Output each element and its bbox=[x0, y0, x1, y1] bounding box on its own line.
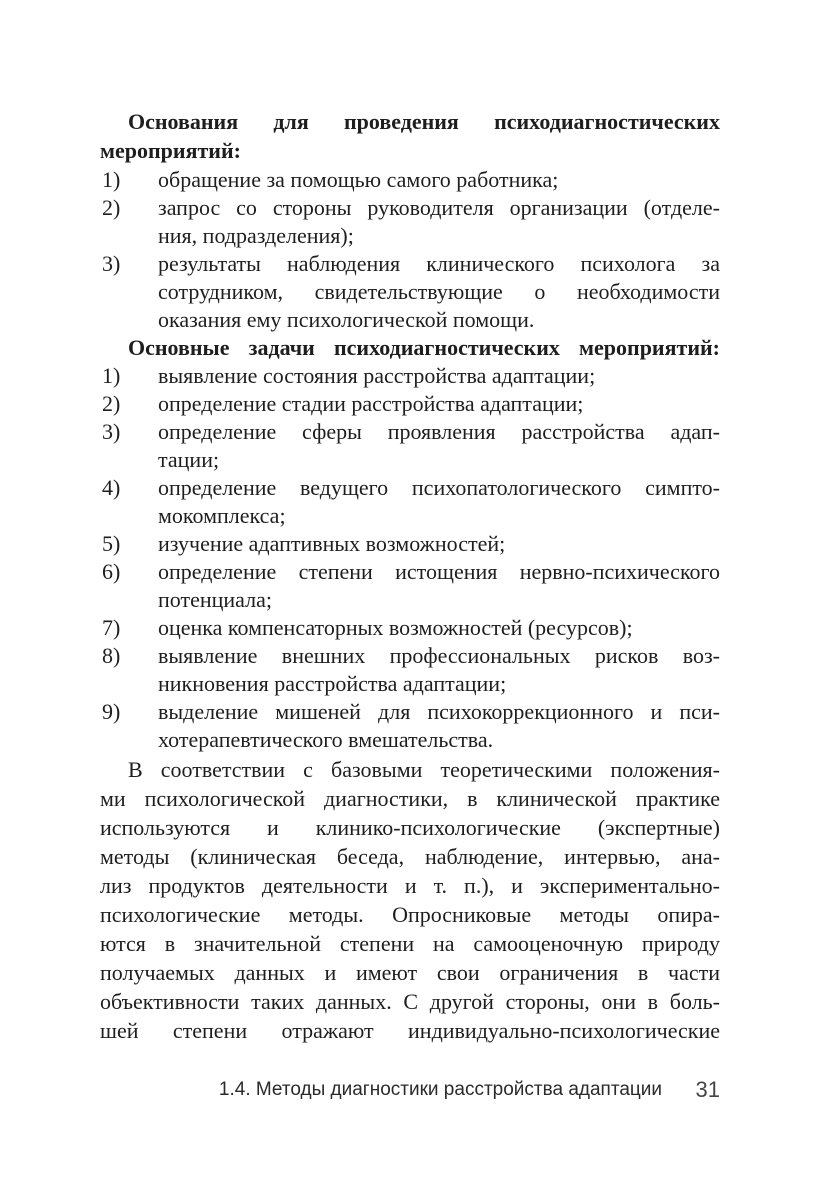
item-text: ния, подразделения); bbox=[158, 223, 354, 248]
item-text: определение сферы проявления расстройства адап- bbox=[158, 419, 720, 444]
item-number: 7) bbox=[102, 615, 121, 640]
paragraph-line: ются в значительной степени на самооценочную природу bbox=[100, 931, 720, 956]
paragraph-line: объективности таких данных. С другой стороны, они в боль- bbox=[100, 989, 720, 1014]
item-text: выявление состояния расстройства адаптации; bbox=[158, 363, 596, 388]
heading-tasks: Основные задачи психодиагностических мероприятий: bbox=[128, 335, 720, 360]
item-number: 3) bbox=[102, 419, 121, 444]
item-number: 1) bbox=[102, 363, 121, 388]
item-number: 8) bbox=[102, 643, 121, 668]
paragraph-line: методы (клиническая беседа, наблюдение, интервью, ана- bbox=[100, 844, 720, 869]
item-text: определение ведущего психопатологического симпто- bbox=[158, 475, 720, 500]
paragraph-line: шей степени отражают индивидуально-психологические bbox=[100, 1018, 720, 1043]
item-number: 1) bbox=[102, 167, 121, 192]
item-number: 5) bbox=[102, 531, 121, 556]
list-item bbox=[100, 166, 720, 194]
paragraph-line: лиз продуктов деятельности и т. п.), и экспериментально- bbox=[100, 873, 720, 898]
list-item-cont bbox=[100, 278, 720, 306]
item-text: изучение адаптивных возможностей; bbox=[158, 531, 506, 556]
list-item-cont bbox=[100, 502, 720, 530]
page-footer bbox=[100, 1077, 720, 1105]
item-text: тации; bbox=[158, 447, 220, 472]
list-item bbox=[100, 530, 720, 558]
paragraph-line: получаемых данных и имеют свои ограничения в части bbox=[100, 960, 720, 985]
list-item bbox=[100, 698, 720, 726]
list-item bbox=[100, 614, 720, 642]
list-item bbox=[100, 474, 720, 502]
list-item bbox=[100, 362, 720, 390]
item-text: потенциала; bbox=[158, 587, 272, 612]
running-head: 1.4. Методы диагностики расстройства адаптации bbox=[218, 1079, 662, 1100]
list-item bbox=[100, 418, 720, 446]
paragraph-line: ми психологической диагностики, в клинической практике bbox=[100, 786, 720, 811]
item-number: 2) bbox=[102, 195, 121, 220]
list-item-cont bbox=[100, 306, 720, 334]
list-item-cont bbox=[100, 446, 720, 474]
item-text: результаты наблюдения клинического психолога за bbox=[158, 251, 720, 276]
item-text: определение степени истощения нервно-психического bbox=[158, 559, 720, 584]
item-text: мокомплекса; bbox=[158, 503, 286, 528]
list-item-cont bbox=[100, 670, 720, 698]
item-text: оценка компенсаторных возможностей (ресурсов); bbox=[158, 615, 633, 640]
page-number: 31 bbox=[695, 1077, 720, 1102]
item-number: 9) bbox=[102, 699, 121, 724]
heading-grounds-cont: мероприятий: bbox=[100, 138, 241, 163]
list-item-cont bbox=[100, 586, 720, 614]
paragraph-line: используются и клинико-психологические (экспертные) bbox=[100, 815, 720, 840]
list-item-cont bbox=[100, 222, 720, 250]
item-text: выявление внешних профессиональных рисков воз- bbox=[158, 643, 720, 668]
list-item bbox=[100, 194, 720, 222]
list-item bbox=[100, 250, 720, 278]
list-item bbox=[100, 558, 720, 586]
list-item-cont bbox=[100, 726, 720, 754]
list-item bbox=[100, 390, 720, 418]
item-text: определение стадии расстройства адаптации; bbox=[158, 391, 584, 416]
item-text: запрос со стороны руководителя организации (отделе- bbox=[158, 195, 720, 220]
item-text: хотерапевтического вмешательства. bbox=[158, 727, 494, 752]
item-text: выделение мишеней для психокоррекционного и пси- bbox=[158, 699, 720, 724]
item-text: обращение за помощью самого работника; bbox=[158, 167, 559, 192]
list-item bbox=[100, 642, 720, 670]
item-number: 6) bbox=[102, 559, 121, 584]
item-text: сотрудником, свидетельствующие о необходимости bbox=[158, 279, 720, 304]
item-number: 2) bbox=[102, 391, 121, 416]
paragraph-line: В соответствии с базовыми теоретическими положения- bbox=[128, 757, 720, 782]
item-text: никновения расстройства адаптации; bbox=[158, 671, 507, 696]
paragraph-line: психологические методы. Опросниковые методы опира- bbox=[100, 902, 720, 927]
item-number: 4) bbox=[102, 475, 121, 500]
item-number: 3) bbox=[102, 251, 121, 276]
item-text: оказания ему психологической помощи. bbox=[158, 307, 535, 332]
heading-grounds: Основания для проведения психодиагностических bbox=[128, 109, 720, 134]
